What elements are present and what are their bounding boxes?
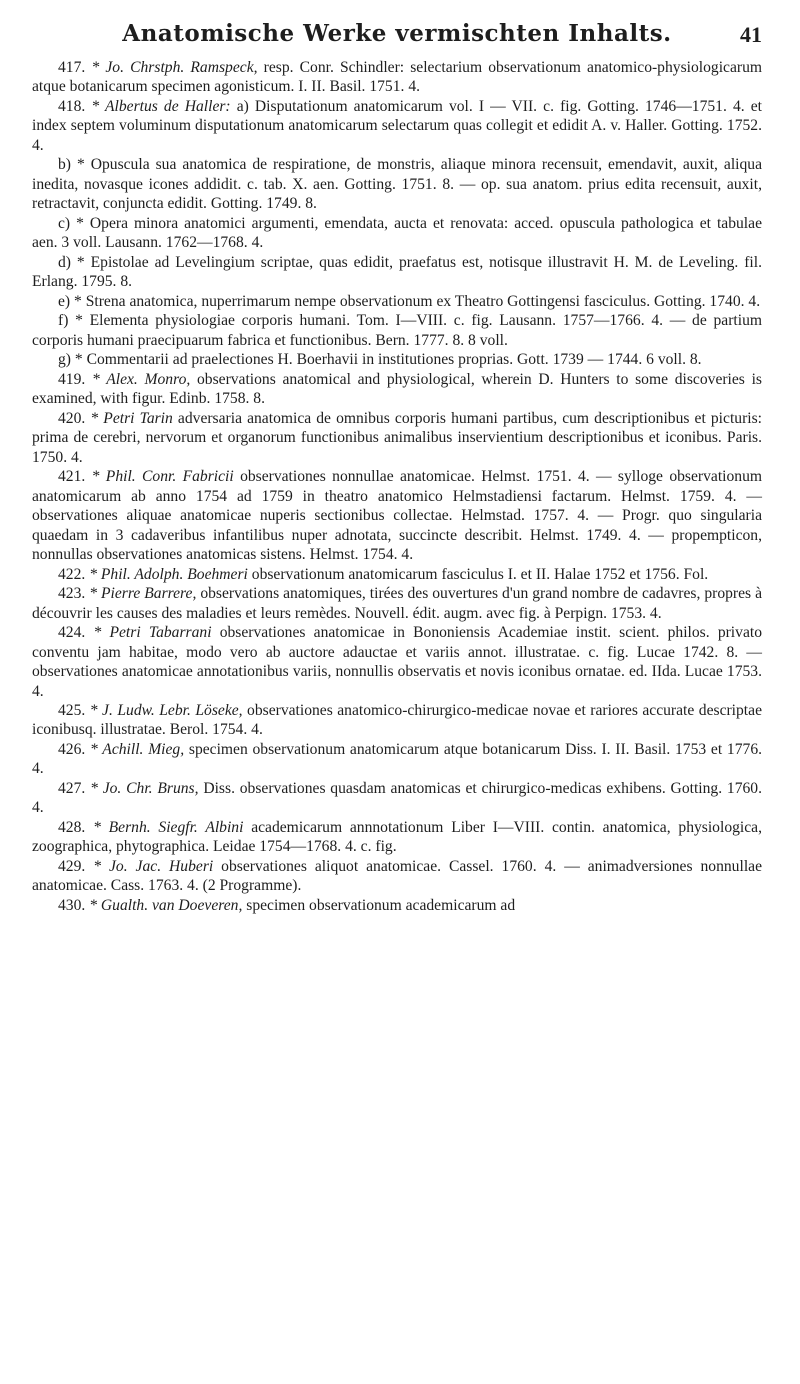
entry-number: 428. <box>58 818 86 836</box>
entry-author: * Jo. Jac. Huberi <box>93 857 214 875</box>
entry-427 <box>32 779 762 818</box>
entry-429 <box>32 857 762 896</box>
entry-number: 426. <box>58 740 86 758</box>
entry-text: d) * Epistolae ad Levelingium scriptae, quas edidit, praefatus est, notisque illustravit H. M. de Leveling. fil. Erlang. 1795. 8. <box>32 253 762 291</box>
entry-number: 421. <box>58 468 86 486</box>
entry-text: resp. Conr. Schindler: selectarium observationum anatomico-physiologicarum atque botanicarum specimen agonisticum. I. II. Basil. 1751. 4. <box>32 59 762 96</box>
running-title: Anatomische Werke vermischten Inhalts. <box>122 20 672 47</box>
entry-417 <box>32 58 762 97</box>
entry-426 <box>32 740 762 779</box>
entry-author: * Phil. Conr. Fabricii <box>91 468 234 486</box>
entry-text: observations anatomiques, tirées des ouvertures d'un grand nombre de cadavres, propres à découvrir les causes des maladies et leurs remèdes. Nouvell. édit. augm. avec fig. à Perpign. 1753. 4. <box>32 585 762 622</box>
entry-author: * Jo. Chrstph. Ramspeck, <box>91 59 258 76</box>
entry-text: e) * Strena anatomica, nuperrimarum nempe observationum ex Theatro Gottingensi fasciculus. Gotting. 1740. 4. <box>58 292 761 310</box>
entry-number: 420. <box>58 409 86 427</box>
entry-text: observationes anatomico-chirurgico-medicae novae et rariores accurate descriptae iconibusq. illustratae. Berol. 1754. 4. <box>32 701 762 739</box>
entry-text: c) * Opera minora anatomici argumenti, emendata, aucta et renovata: acced. opuscula pathologica et tabulae aen. 3 voll. Lausann. 1762—1768. 4. <box>32 214 762 252</box>
entry-author: * Albertus de Haller: <box>91 97 231 115</box>
entry-number: 422. <box>58 565 86 583</box>
entry-number: 417. <box>58 59 86 76</box>
entry-author: * Petri Tarin <box>90 409 173 427</box>
entry-text: observationum anatomicarum fasciculus I. et II. Halae 1752 et 1756. Fol. <box>247 565 709 583</box>
entry-text: f) * Elementa physiologiae corporis humani. Tom. I—VIII. c. fig. Lausann. 1757—1766. 4. — de partium corporis humani praecipuarum fabrica et functionibus. Bern. 1777. 8. 8 voll. <box>32 312 762 349</box>
entry-text: observationes anatomicae in Bononiensis Academiae instit. scient. philos. privato conventu jam habitae, modo vero ab auctore adauctae et variis annot. illustratae. c. fig. Lucae 1742. 8. — observationes anatomicae annotationibus variis, nonnullis observatis et novis iconibus ornatae. ed. IIda. Lucae 1753. 4. <box>32 624 762 700</box>
entry-423 <box>32 584 762 623</box>
entry-author: * Alex. Monro, <box>92 370 191 388</box>
entry-418c <box>32 214 762 253</box>
entry-number: 429. <box>58 857 86 875</box>
entry-text: g) * Commentarii ad praelectiones H. Boerhavii in institutiones proprias. Gott. 1739 — 1744. 6 voll. 8. <box>58 351 702 369</box>
page-number: 41 <box>740 22 762 47</box>
entry-text: specimen observationum academicarum ad <box>242 896 516 914</box>
entry-text: observations anatomical and physiological, wherein D. Hunters to some discoveries is examined, with figur. Edinb. 1758. 8. <box>32 370 762 408</box>
entry-number: 425. <box>58 701 86 719</box>
entry-418g <box>32 350 762 369</box>
entry-number: 418. <box>58 97 86 115</box>
entry-author: * Petri Tabarrani <box>93 624 212 642</box>
entry-author: * J. Ludw. Lebr. Löseke, <box>89 701 243 719</box>
entry-number: 423. <box>58 585 86 603</box>
entry-428 <box>32 818 762 857</box>
entry-text: b) * Opuscula sua anatomica de respiratione, de monstris, aliaque minora recensuit, emendavit, auxit, aliqua inedita, novasque icones addidit. c. tab. X. aen. Gotting. 1751. 8. — op. sua anatom. prius edita recensuit, auxit, retractavit, conjuncta edidit. Gotting. 1749. 8. <box>32 156 762 213</box>
entry-418b <box>32 155 762 213</box>
entry-text: observationes aliquot anatomicae. Cassel. 1760. 4. — animadversiones nonnullae anatomicae. Cass. 1763. 4. (2 Programme). <box>32 857 762 895</box>
page-header <box>32 0 762 58</box>
entry-author: * Jo. Chr. Bruns, <box>90 779 199 797</box>
entry-author: * Pierre Barrere, <box>89 585 197 603</box>
entry-418d <box>32 253 762 292</box>
entry-author: * Achill. Mieg, <box>90 740 185 758</box>
entry-text: a) Disputationum anatomicarum vol. I — VII. c. fig. Gotting. 1746—1751. 4. et index septem voluminum disputationum anatomicarum selectarum quas collegit et edidit A. v. Haller. Gotting. 1752. 4. <box>32 97 762 154</box>
entry-number: 430. <box>58 896 86 914</box>
entry-419 <box>32 370 762 409</box>
entry-418f <box>32 311 762 350</box>
entry-number: 424. <box>58 624 86 642</box>
entry-text: academicarum annnotationum Liber I—VIII. contin. anatomica, physiologica, zoographica, phytographica. Leidae 1754—1768. 4. c. fig. <box>32 818 762 856</box>
entry-420 <box>32 409 762 467</box>
entry-418 <box>32 97 762 155</box>
entry-author: * Gualth. van Doeveren, <box>89 896 243 914</box>
entry-text: Diss. observationes quasdam anatomicas et chirurgico-medicas exhibens. Gotting. 1760. 4. <box>32 779 762 817</box>
entry-text: specimen observationum anatomicarum atque botanicarum Diss. I. II. Basil. 1753 et 1776. 4. <box>32 740 763 778</box>
entry-422 <box>32 565 762 584</box>
entry-424 <box>32 623 762 701</box>
entry-430 <box>32 896 762 915</box>
entry-text: observationes nonnullae anatomicae. Helmst. 1751. 4. — sylloge observationum anatomicarum ab anno 1754 ad 1759 in theatro anatomico Helmstadiensi factarum. Helmst. 1759. 4. — observationes aliquae anatomicae nuperis sectionibus collectae. Helmstad. 1757. 4. — Progr. quo singularia quaedam in 3 cadaveribus infantilibus nuper adnotata, succincte describit. Helmst. 1749. 4. — propempticon, nonnullas observationes anatomicas sistens. Helmst. 1754. 4. <box>32 468 762 564</box>
entry-421 <box>32 467 762 564</box>
entry-425 <box>32 701 762 740</box>
entry-number: 427. <box>58 779 86 797</box>
entry-author: * Phil. Adolph. Boehmeri <box>89 565 248 583</box>
entry-number: 419. <box>58 370 86 388</box>
entry-text: adversaria anatomica de omnibus corporis humani partibus, cum descriptionibus et picturis: prima de cerebri, nervorum et organorum functionibus animalibus inservientium descriptionibus et iconibus. Paris. 1750. 4. <box>32 409 762 466</box>
entry-author: * Bernh. Siegfr. Albini <box>93 818 244 836</box>
bibliography-list <box>32 58 762 915</box>
entry-418e <box>32 292 762 311</box>
